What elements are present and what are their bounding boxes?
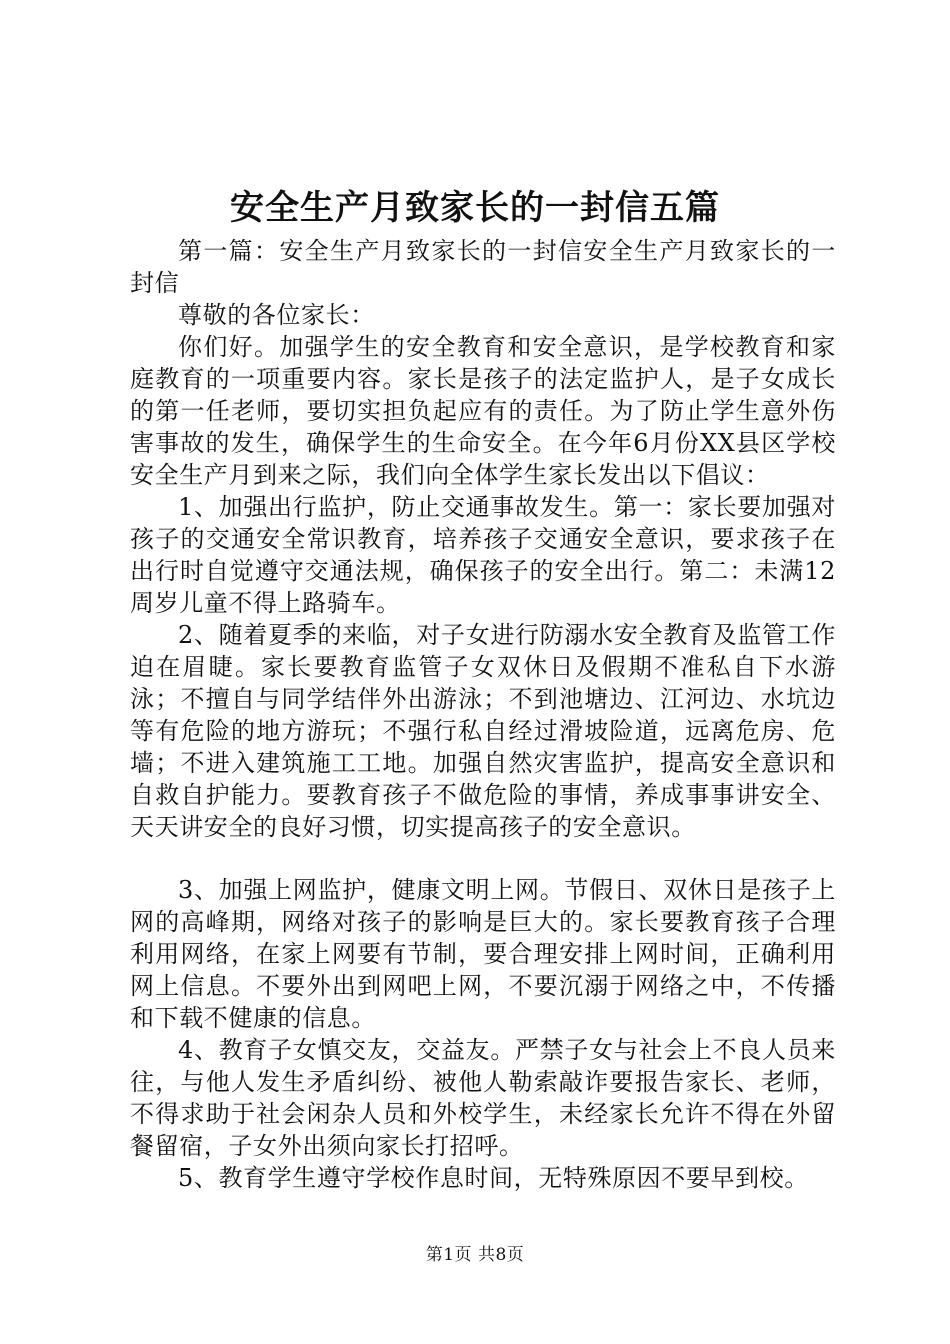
- paragraph-item-1: 1、加强出行监护，防止交通事故发生。第一：家长要加强对孩子的交通安全常识教育，培养孩子交通安全意识，要求孩子在出行时自觉遵守交通法规，确保孩子的安全出行。第二：未满12周岁儿童不得上路骑车。: [130, 493, 836, 617]
- document-title: 安全生产月致家长的一封信五篇: [230, 188, 720, 228]
- paragraph-item-3: 3、加强上网监护，健康文明上网。节假日、双休日是孩子上网的高峰期，网络对孩子的影响是巨大的。家长要教育孩子合理利用网络，在家上网要有节制，要合理安排上网时间，正确利用网上信息。不要外出到网吧上网，不要沉溺于网络之中，不传播和下载不健康的信息。: [130, 876, 836, 1032]
- paragraph-greeting: 你们好。加强学生的安全教育和安全意识，是学校教育和家庭教育的一项重要内容。家长是孩子的法定监护人，是子女成长的第一任老师，要切实担负起应有的责任。为了防止学生意外伤害事故的发生，确保学生的生命安全。在今年6月份XX县区学校安全生产月到来之际，我们向全体学生家长发出以下倡议：: [130, 333, 836, 489]
- paragraph-salutation: 尊敬的各位家长：: [178, 301, 375, 329]
- document-body: [130, 235, 836, 1194]
- paragraph-intro-heading: 第一篇：安全生产月致家长的一封信安全生产月致家长的一封信: [130, 237, 836, 297]
- paragraph-item-2: 2、随着夏季的来临，对子女进行防溺水安全教育及监管工作迫在眉睫。家长要教育监管子女双休日及假期不准私自下水游泳；不擅自与同学结伴外出游泳；不到池塘边、江河边、水坑边等有危险的地方游玩；不强行私自经过滑坡险道，远离危房、危墙；不进入建筑施工工地。加强自然灾害监护，提高安全意识和自救自护能力。要教育孩子不做危险的事情，养成事事讲安全、天天讲安全的良好习惯，切实提高孩子的安全意识。: [130, 621, 836, 841]
- paragraph-item-4: 4、教育子女慎交友，交益友。严禁子女与社会上不良人员来往，与他人发生矛盾纠纷、被他人勒索敲诈要报告家长、老师，不得求助于社会闲杂人员和外校学生，未经家长允许不得在外留餐留宿，子女外出须向家长打招呼。: [130, 1036, 836, 1160]
- paragraph-item-5: 5、教育学生遵守学校作息时间，无特殊原因不要早到校。: [178, 1164, 809, 1192]
- page-number-footer: 第1页 共8页: [425, 1245, 525, 1265]
